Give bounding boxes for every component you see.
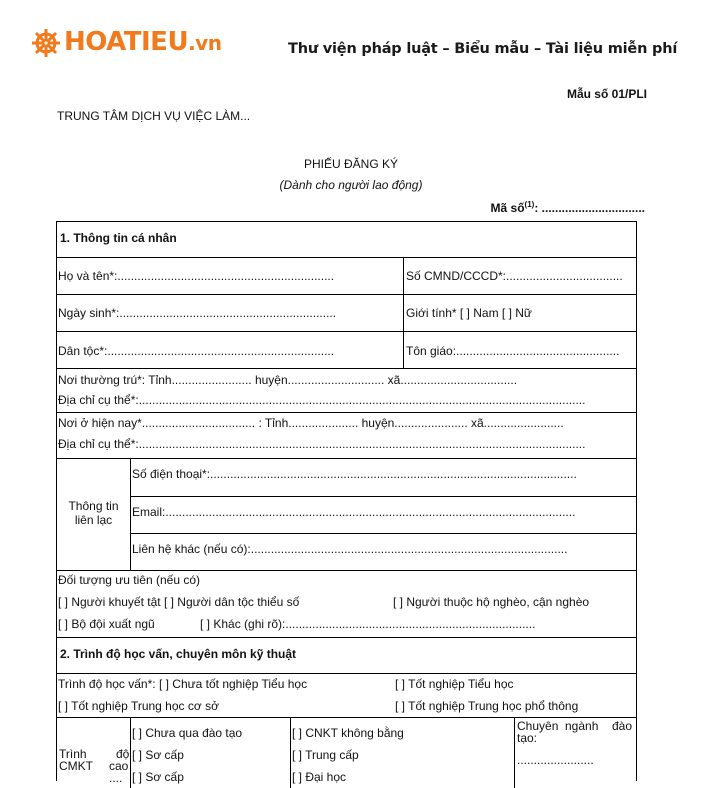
- permanent-residence-field[interactable]: Nơi thường trú*: Tỉnh........................ huyện............................. xã...................................: [58, 373, 518, 387]
- center-name: TRUNG TÂM DỊCH VỤ VIỆC LÀM...: [57, 109, 251, 123]
- gender-field[interactable]: Giới tính* [ ] Nam [ ] Nữ: [406, 306, 532, 320]
- ethnicity-row: [57, 331, 636, 368]
- section-1-heading-row: [57, 221, 636, 257]
- priority-disabled-ethnic-checkboxes[interactable]: [ ] Người khuyết tật [ ] Người dân tộc thiểu số: [58, 595, 300, 609]
- column-divider: [403, 332, 404, 369]
- priority-other-field[interactable]: [ ] Khác (ghi rõ):...........................................................................: [200, 617, 536, 631]
- full-name-field[interactable]: Họ và tên*:.................................................................: [58, 269, 335, 283]
- cmkt-label-a: Trình: [59, 747, 87, 761]
- cmkt-label-b: độ: [116, 747, 130, 761]
- hoatieu-logo[interactable]: [30, 26, 221, 59]
- religion-field[interactable]: Tôn giáo:.................................................: [406, 344, 620, 358]
- cmkt-elementary-checkbox[interactable]: [ ] Sơ cấp: [132, 748, 184, 762]
- section-2-heading-row: [57, 637, 636, 673]
- cmkt-label-d: cao: [109, 759, 129, 773]
- ethnicity-field[interactable]: Dân tộc*:....................................................................: [58, 344, 335, 358]
- phone-field[interactable]: Số điện thoại*:..............................................................................................................: [132, 467, 577, 481]
- site-tagline: Thư viện pháp luật – Biểu mẫu – Tài liệu miễn phí: [288, 41, 678, 57]
- email-field[interactable]: Email:...........................................................................................................................: [132, 505, 576, 519]
- column-divider: [403, 295, 404, 332]
- priority-block: [57, 570, 636, 637]
- id-number-field[interactable]: Số CMND/CCCD*:...................................: [406, 269, 623, 283]
- major-label-b: ngành: [565, 719, 599, 733]
- birth-date-field[interactable]: Ngày sinh*:.................................................................: [58, 306, 337, 320]
- cmkt-university-checkbox[interactable]: [ ] Đại học: [292, 770, 347, 784]
- education-secondary-checkbox[interactable]: [ ] Tốt nghiệp Trung học cơ sở: [58, 699, 219, 713]
- row-divider: [131, 533, 636, 534]
- form-code: Mẫu số 01/PLI: [566, 87, 647, 101]
- other-contact-field[interactable]: Liên hệ khác (nếu có):...............................................................................................: [132, 542, 568, 556]
- current-address-field[interactable]: Địa chỉ cụ thể*:......................................................................................................................................: [58, 437, 586, 451]
- row-divider: [131, 496, 636, 497]
- major-label-c: đào: [612, 719, 633, 733]
- permanent-residence-row: [57, 368, 636, 412]
- cmkt-partial-checkbox[interactable]: [ ] Sơ cấp: [132, 770, 184, 784]
- education-primary-checkbox[interactable]: [ ] Tốt nghiệp Tiểu học: [395, 677, 514, 691]
- column-divider: [290, 718, 291, 788]
- cmkt-label-c: CMKT: [59, 759, 93, 773]
- education-none-checkbox[interactable]: Trình độ học vấn*: [ ] Chưa tốt nghiệp Tiểu học: [58, 677, 308, 691]
- document-title: PHIẾU ĐĂNG KÝ: [303, 157, 399, 171]
- ship-wheel-icon: [30, 27, 62, 59]
- contact-block: [57, 458, 636, 570]
- priority-poor-checkbox[interactable]: [ ] Người thuộc hộ nghèo, cận nghèo: [393, 595, 590, 609]
- permanent-address-field[interactable]: Địa chỉ cụ thể*:......................................................................................................................................: [58, 393, 586, 407]
- contact-label: Thông tin liên lạc: [68, 499, 119, 527]
- cmkt-no-training-checkbox[interactable]: [ ] Chưa qua đào tạo: [132, 726, 243, 740]
- cmkt-intermediate-checkbox[interactable]: [ ] Trung cấp: [292, 748, 359, 762]
- major-label-d: tạo:: [517, 731, 538, 745]
- section-1-heading: 1. Thông tin cá nhân: [60, 231, 177, 245]
- priority-heading: Đối tượng ưu tiên (nếu có): [58, 573, 201, 587]
- logo-wordmark: HOATIEU.vn: [64, 27, 222, 57]
- column-divider: [514, 718, 515, 788]
- cmkt-no-degree-checkbox[interactable]: [ ] CNKT không bằng: [292, 726, 404, 740]
- column-divider: [403, 258, 404, 295]
- current-residence-field[interactable]: Nơi ở hiện nay*.................................. : Tỉnh..................... huyện...................... xã........................: [58, 416, 564, 430]
- section-2-heading: 2. Trình độ học vấn, chuyên môn kỹ thuật: [60, 647, 297, 661]
- column-divider: [130, 459, 131, 571]
- education-block: [57, 673, 636, 717]
- current-residence-row: [57, 412, 636, 458]
- major-label-a: Chuyên: [517, 719, 559, 733]
- column-divider: [130, 718, 131, 788]
- cmkt-block: [57, 717, 636, 787]
- page-header: [0, 0, 702, 86]
- priority-veteran-checkbox[interactable]: [ ] Bộ đội xuất ngũ: [58, 617, 155, 631]
- education-high-checkbox[interactable]: [ ] Tốt nghiệp Trung học phổ thông: [395, 699, 579, 713]
- birth-row: [57, 294, 636, 331]
- name-row: [57, 257, 636, 294]
- registration-code: Mã số$^{(1)}$: ...............................: [490, 200, 645, 215]
- cmkt-label-e: ....: [109, 771, 123, 785]
- registration-form: [56, 221, 637, 785]
- document-subtitle: (Dành cho người lao động): [279, 178, 423, 192]
- major-field[interactable]: .......................: [517, 753, 594, 767]
